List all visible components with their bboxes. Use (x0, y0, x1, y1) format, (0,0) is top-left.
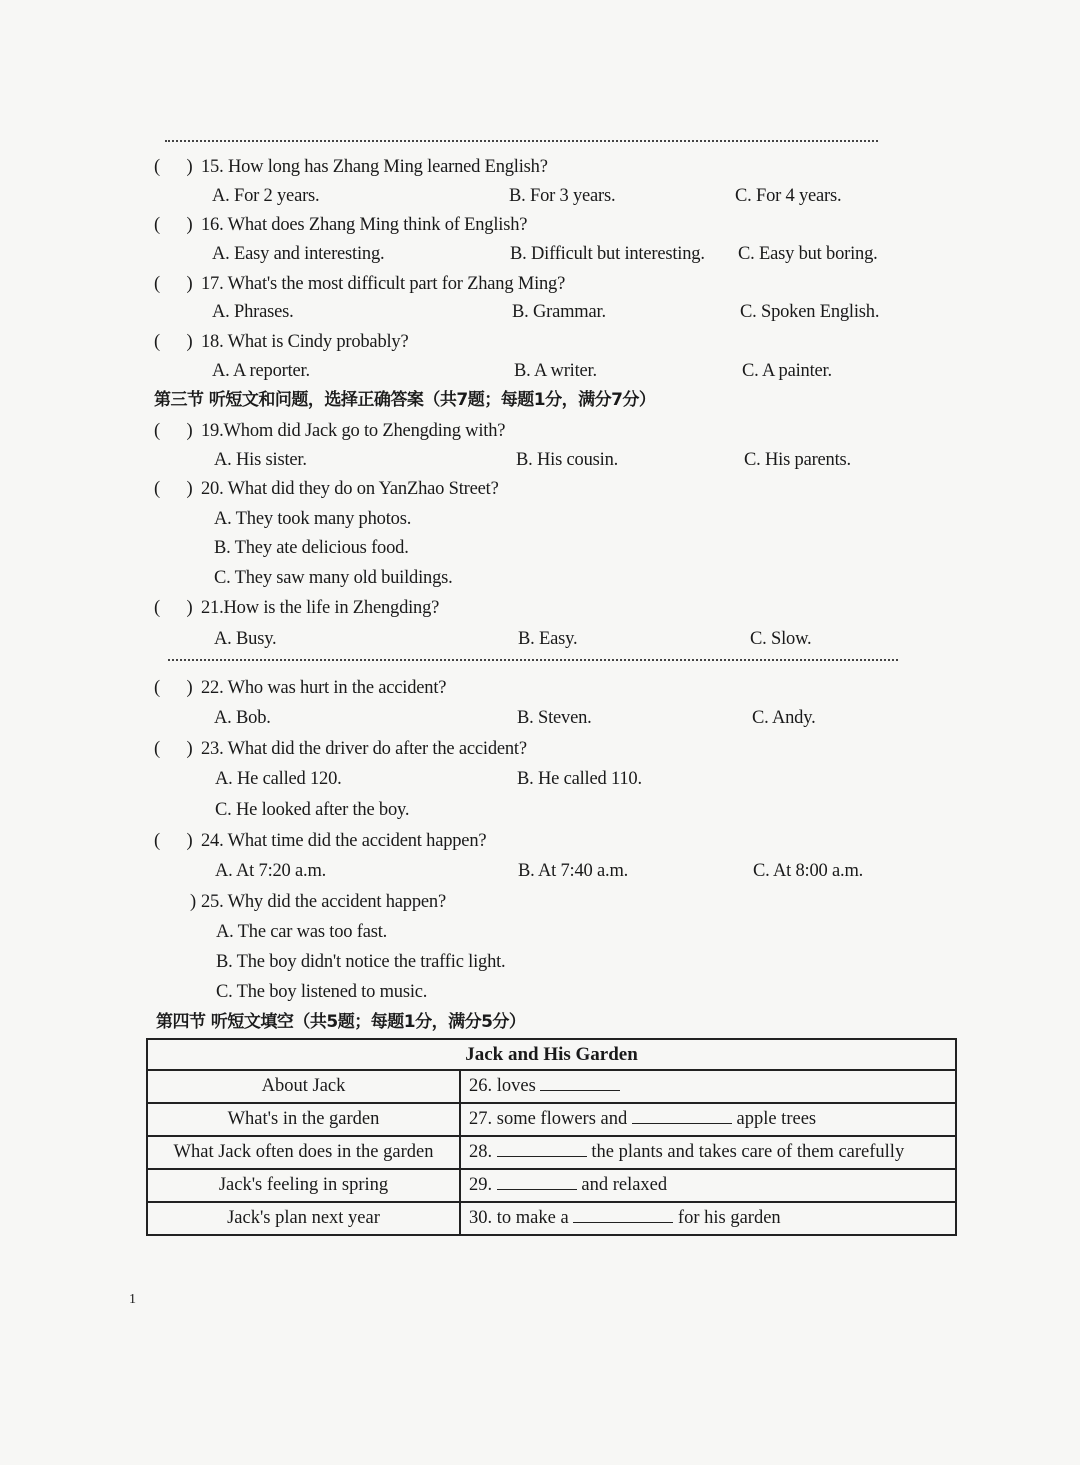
option-a: A. For 2 years. (212, 186, 320, 206)
answer-blank[interactable] (497, 1142, 587, 1157)
page-number: 1 (129, 1292, 136, 1307)
question-text: 17. What's the most difficult part for Zhang Ming? (201, 274, 566, 294)
section-3-header: 第三节 听短文和问题，选择正确答案（共7题；每题1分，满分7分） (154, 390, 656, 410)
option-a: A. His sister. (214, 450, 307, 470)
answer-paren: ( ) (154, 157, 193, 177)
option-b: B. At 7:40 a.m. (518, 861, 629, 881)
row-prefix: 30. to make a (469, 1208, 569, 1228)
answer-paren: ( ) (154, 479, 193, 499)
answer-paren: ( ) (154, 678, 193, 698)
option-c: C. At 8:00 a.m. (753, 861, 864, 881)
option-a: A. At 7:20 a.m. (215, 861, 327, 881)
option-c: C. Slow. (750, 629, 812, 649)
row-suffix: for his garden (677, 1208, 781, 1228)
option-b: B. His cousin. (516, 450, 619, 470)
option-b: B. Easy. (518, 629, 578, 649)
question-text: 16. What does Zhang Ming think of English? (201, 215, 528, 235)
row-label: About Jack (147, 1070, 460, 1103)
table-row (147, 1070, 956, 1103)
question-text: 23. What did the driver do after the accident? (201, 739, 527, 759)
row-content (460, 1169, 956, 1202)
option-a: A. The car was too fast. (216, 922, 388, 942)
option-c: C. A painter. (742, 361, 832, 381)
option-a: A. He called 120. (215, 769, 342, 789)
option-a: A. They took many photos. (214, 509, 412, 529)
answer-paren: ( ) (154, 421, 193, 441)
row-prefix: 29. (469, 1175, 493, 1195)
section-4-header: 第四节 听短文填空（共5题；每题1分，满分5分） (156, 1012, 526, 1032)
answer-blank[interactable] (632, 1109, 732, 1124)
question-text: 15. How long has Zhang Ming learned English? (201, 157, 548, 177)
row-label: What Jack often does in the garden (147, 1136, 460, 1169)
table-row (147, 1136, 956, 1169)
fill-in-table (146, 1038, 957, 1236)
option-c: C. Andy. (752, 708, 816, 728)
row-suffix: the plants and takes care of them carefully (591, 1142, 905, 1162)
option-a: A. Phrases. (212, 302, 294, 322)
option-b: B. Grammar. (512, 302, 606, 322)
option-c: C. His parents. (744, 450, 851, 470)
option-a: A. Busy. (214, 629, 277, 649)
row-label: What's in the garden (147, 1103, 460, 1136)
answer-blank[interactable] (497, 1175, 577, 1190)
table-row (147, 1169, 956, 1202)
question-text: 22. Who was hurt in the accident? (201, 678, 447, 698)
row-suffix: and relaxed (581, 1175, 668, 1195)
option-b: B. Steven. (517, 708, 592, 728)
answer-paren: ( ) (154, 332, 193, 352)
question-text: 19.Whom did Jack go to Zhengding with? (201, 421, 506, 441)
option-c: C. Spoken English. (740, 302, 880, 322)
option-b: B. They ate delicious food. (214, 538, 409, 558)
row-label: Jack's plan next year (147, 1202, 460, 1235)
answer-blank[interactable] (540, 1076, 620, 1091)
option-c: C. For 4 years. (735, 186, 842, 206)
option-a: A. Bob. (214, 708, 271, 728)
table-title: Jack and His Garden (147, 1039, 956, 1070)
option-b: B. He called 110. (517, 769, 642, 789)
option-b: B. Difficult but interesting. (510, 244, 705, 264)
row-suffix: apple trees (736, 1109, 817, 1129)
answer-paren: ( ) (154, 739, 193, 759)
question-text: 24. What time did the accident happen? (201, 831, 487, 851)
option-c: C. Easy but boring. (738, 244, 878, 264)
cut-line-top (165, 140, 878, 142)
row-label: Jack's feeling in spring (147, 1169, 460, 1202)
question-text: 20. What did they do on YanZhao Street? (201, 479, 499, 499)
option-c: C. He looked after the boy. (215, 800, 410, 820)
option-b: B. For 3 years. (509, 186, 616, 206)
answer-paren: ) (190, 892, 196, 912)
answer-paren: ( ) (154, 831, 193, 851)
row-prefix: 27. some flowers and (469, 1109, 628, 1129)
row-content (460, 1202, 956, 1235)
question-text: 25. Why did the accident happen? (201, 892, 446, 912)
option-b: B. The boy didn't notice the traffic light. (216, 952, 506, 972)
question-text: 18. What is Cindy probably? (201, 332, 409, 352)
answer-paren: ( ) (154, 274, 193, 294)
table-row (147, 1103, 956, 1136)
answer-blank[interactable] (573, 1208, 673, 1223)
row-prefix: 28. (469, 1142, 493, 1162)
option-b: B. A writer. (514, 361, 597, 381)
row-content (460, 1103, 956, 1136)
option-c: C. They saw many old buildings. (214, 568, 453, 588)
table-row (147, 1202, 956, 1235)
row-prefix: 26. loves (469, 1076, 536, 1096)
option-a: A. A reporter. (212, 361, 310, 381)
option-c: C. The boy listened to music. (216, 982, 428, 1002)
answer-paren: ( ) (154, 598, 193, 618)
row-content (460, 1136, 956, 1169)
answer-paren: ( ) (154, 215, 193, 235)
option-a: A. Easy and interesting. (212, 244, 385, 264)
row-content (460, 1070, 956, 1103)
cut-line-middle (168, 659, 898, 661)
question-text: 21.How is the life in Zhengding? (201, 598, 440, 618)
